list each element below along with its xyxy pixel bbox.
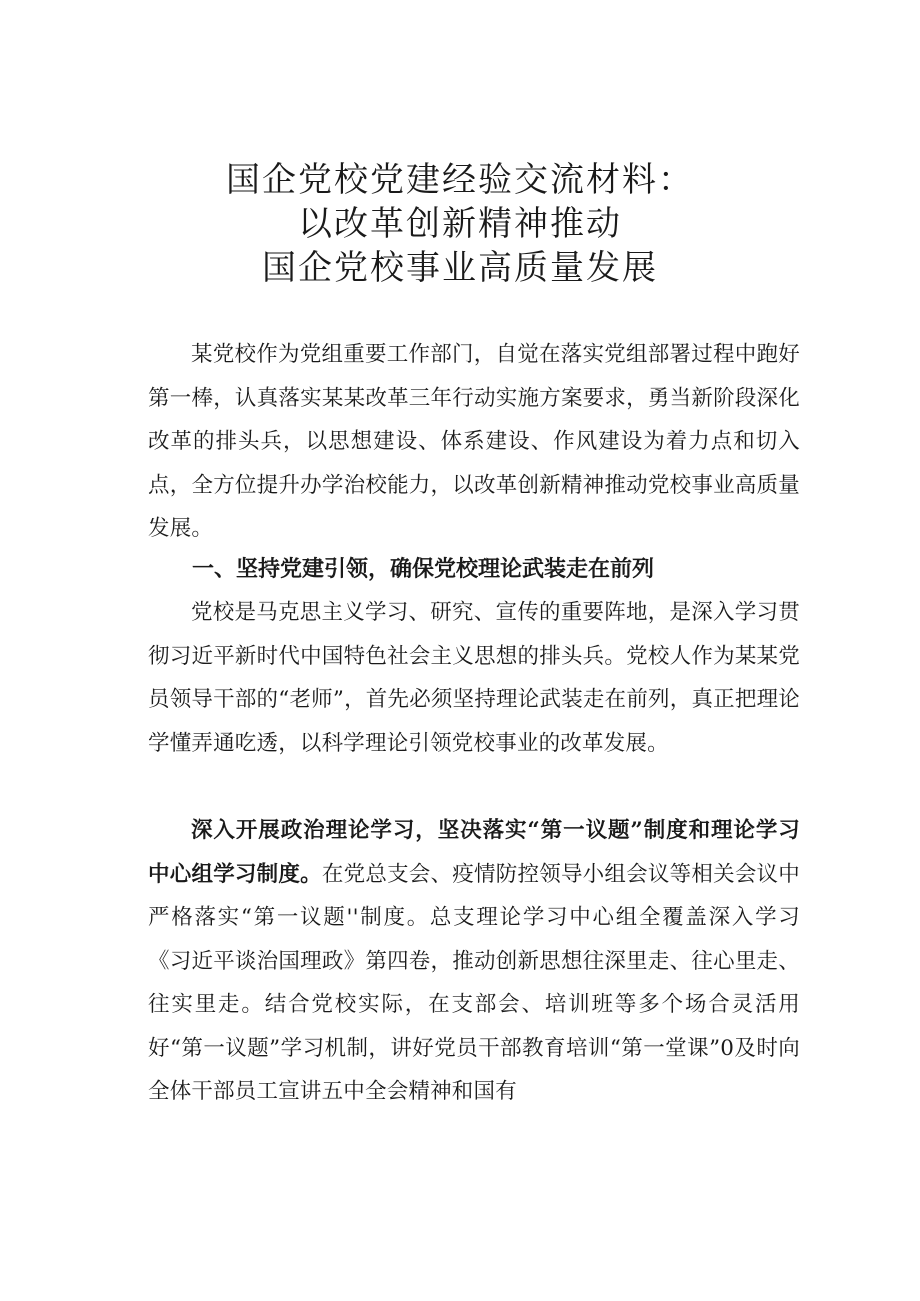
intro-paragraph: 某党校作为党组重要工作部门，自觉在落实党组部署过程中跑好第一棒，认真落实某某改革三年行动实施方案要求，勇当新阶段深化改革的排头兵，以思想建设、体系建设、作风建设为着力点和切入点，全方位提升办学治校能力，以改革创新精神推动党校事业高质量发展。 <box>148 342 800 541</box>
title-line-3: 国企党校事业高质量发展 <box>262 248 658 288</box>
title-line-1: 国企党校党建经验交流材料： <box>226 160 694 200</box>
subparagraph-body: 在党总支会、疫情防控领导小组会议等相关会议中严格落实“第一议题''制度。总支理论学习中心组全覆盖深入学习《习近平谈治国理政》第四卷，推动创新思想往深里走、往心里走、往实里走。结合党校实际，在支部会、培训班等多个场合灵活用好“第一议题”学习机制，讲好党员干部教育培训“第一堂课”0及时向全体干部员工宣讲五中全会精神和国有 <box>148 861 800 1104</box>
section-1-subparagraph <box>148 809 800 1114</box>
title-line-2: 以改革创新精神推动 <box>298 204 622 244</box>
subparagraph-lead-bold: 深入开展政治理论学习，坚决落实“第一议题”制度和理论学习中心组学习制度。 <box>148 818 800 887</box>
section-1-paragraph: 党校是马克思主义学习、研究、宣传的重要阵地，是深入学习贯彻习近平新时代中国特色社会主义思想的排头兵。党校人作为某某党员领导干部的“老师”，首先必须坚持理论武装走在前列，真正把理论学懂弄通吃透，以科学理论引领党校事业的改革发展。 <box>148 600 800 756</box>
section-1-heading: 一、坚持党建引领，确保党校理论武装走在前列 <box>192 557 655 582</box>
document-title <box>120 158 800 290</box>
